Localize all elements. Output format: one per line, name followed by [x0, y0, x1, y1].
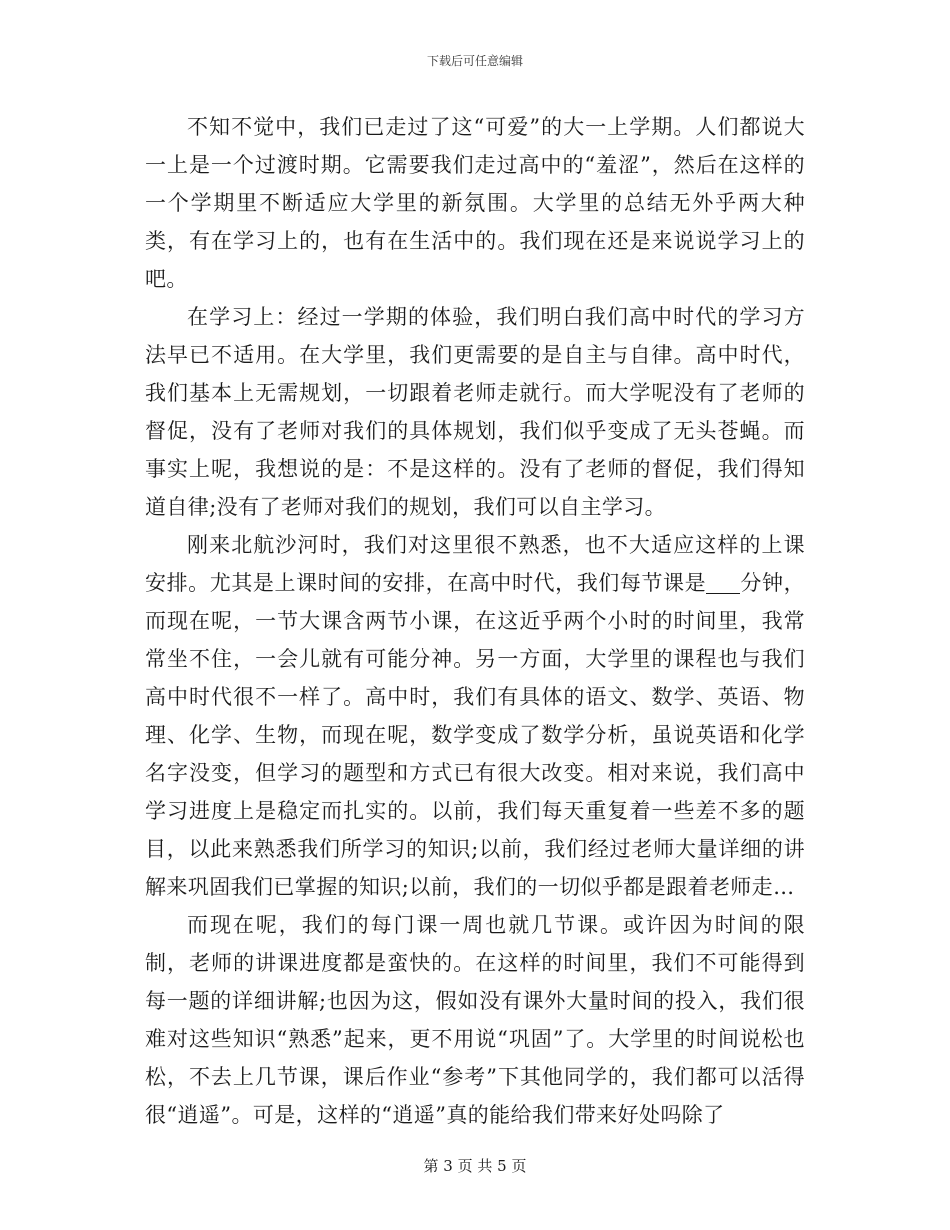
paragraph-4: 而现在呢，我们的每门课一周也就几节课。或许因为时间的限制，老师的讲课进度都是蛮快的。在这样的时间里，我们不可能得到每一题的详细讲解;也因为这，假如没有课外大量时间的投入，我们很难对这些知识“熟悉”起来，更不用说“巩固”了。大学里的时间说松也松，不去上几节课，课后作业“参考”下其他同学的，我们都可以活得很“逍遥”。可是，这样的“逍遥”真的能给我们带来好处吗除了: [145, 913, 805, 1127]
paragraph-1: 不知不觉中，我们已走过了这“可爱”的大一上学期。人们都说大一上是一个过渡时期。它需要我们走过高中的“羞涩”，然后在这样的一个学期里不断适应大学里的新氛围。大学里的总结无外乎两大种类，有在学习上的，也有在生活中的。我们现在还是来说说学习上的吧。: [145, 115, 805, 291]
paragraph-3-part-2: 分钟，而现在呢，一节大课含两节小课，在这近乎两个小时的时间里，我常常坐不住，一会儿就有可能分神。另一方面，大学里的课程也与我们高中时代很不一样了。高中时，我们有具体的语文、数学、英语、物理、化学、生物，而现在呢，数学变成了数学分析，虽说英语和化学名字没变，但学习的题型和方式已有很大改变。相对来说，我们高中学习进度上是稳定而扎实的。以前，我们每天重复着一些差不多的题目，以此来熟悉我们所学习的知识;以前，我们经过老师大量详细的讲解来巩固我们已掌握的知识;以前，我们的一切似乎都是跟着老师走…: [145, 571, 805, 899]
page-header: 下载后可任意编辑: [426, 54, 523, 68]
paragraph-2: 在学习上：经过一学期的体验，我们明白我们高中时代的学习方法早已不适用。在大学里，我们更需要的是自主与自律。高中时代，我们基本上无需规划，一切跟着老师走就行。而大学呢没有了老师的督促，没有了老师对我们的具体规划，我们似乎变成了无头苍蝇。而事实上呢，我想说的是：不是这样的。没有了老师的督促，我们得知道自律;没有了老师对我们的规划，我们可以自主学习。: [145, 305, 805, 519]
page-number: 第 3 页 共 5 页: [423, 1157, 527, 1175]
paragraph-3-part-1: 刚来北航沙河时，我们对这里很不熟悉，也不大适应这样的上课安排。尤其是上课时间的安排，在高中时代，我们每节课是: [145, 533, 805, 595]
paragraph-3: [145, 526, 805, 906]
fill-in-blank: [706, 571, 740, 594]
document-body: [145, 108, 805, 1134]
